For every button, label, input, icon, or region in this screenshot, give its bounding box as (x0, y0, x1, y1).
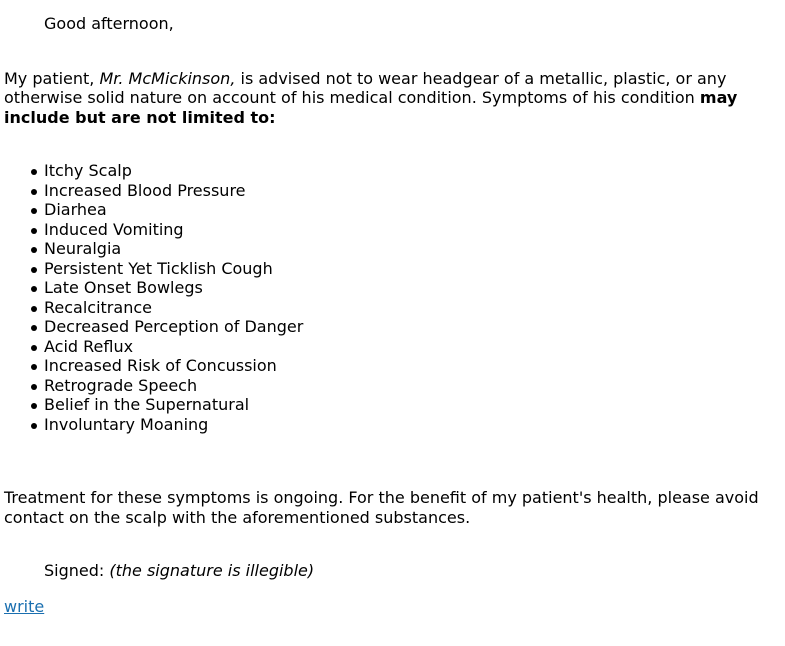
list-item: Late Onset Bowlegs (44, 278, 779, 298)
intro-body: is advised not to wear headgear of a metallic, plastic, or any otherwise solid nature on account of his medical condition. Symptoms of his condition (4, 68, 727, 107)
list-item: Belief in the Supernatural (44, 395, 779, 415)
list-item: Recalcitrance (44, 298, 779, 318)
letter-document (4, 14, 779, 616)
list-item: Itchy Scalp (44, 161, 779, 181)
list-item: Increased Blood Pressure (44, 181, 779, 201)
list-item: Induced Vomiting (44, 220, 779, 240)
greeting: Good afternoon, (44, 14, 174, 33)
list-item: Decreased Perception of Danger (44, 317, 779, 337)
list-item: Acid Reflux (44, 337, 779, 357)
list-item: Diarhea (44, 200, 779, 220)
write-link[interactable]: write (4, 596, 45, 616)
signature-note: (the signature is illegible) (109, 561, 315, 580)
list-item: Neuralgia (44, 239, 779, 259)
intro-paragraph (4, 69, 779, 128)
list-item: Persistent Yet Ticklish Cough (44, 259, 779, 279)
signed-label: Signed: (44, 561, 110, 580)
symptom-list (4, 161, 779, 434)
signature-line (4, 561, 779, 581)
list-item: Retrograde Speech (44, 376, 779, 396)
intro-lead: My patient, (4, 68, 100, 88)
treatment-paragraph: Treatment for these symptoms is ongoing. For the benefit of my patient's health, please avoid contact on the scalp with the aforementioned substances. (4, 488, 759, 527)
intro-emphasis: may include but are not limited to: (4, 88, 738, 127)
list-item: Involuntary Moaning (44, 415, 779, 435)
list-item: Increased Risk of Concussion (44, 356, 779, 376)
patient-name: Mr. McMickinson, (99, 68, 236, 88)
